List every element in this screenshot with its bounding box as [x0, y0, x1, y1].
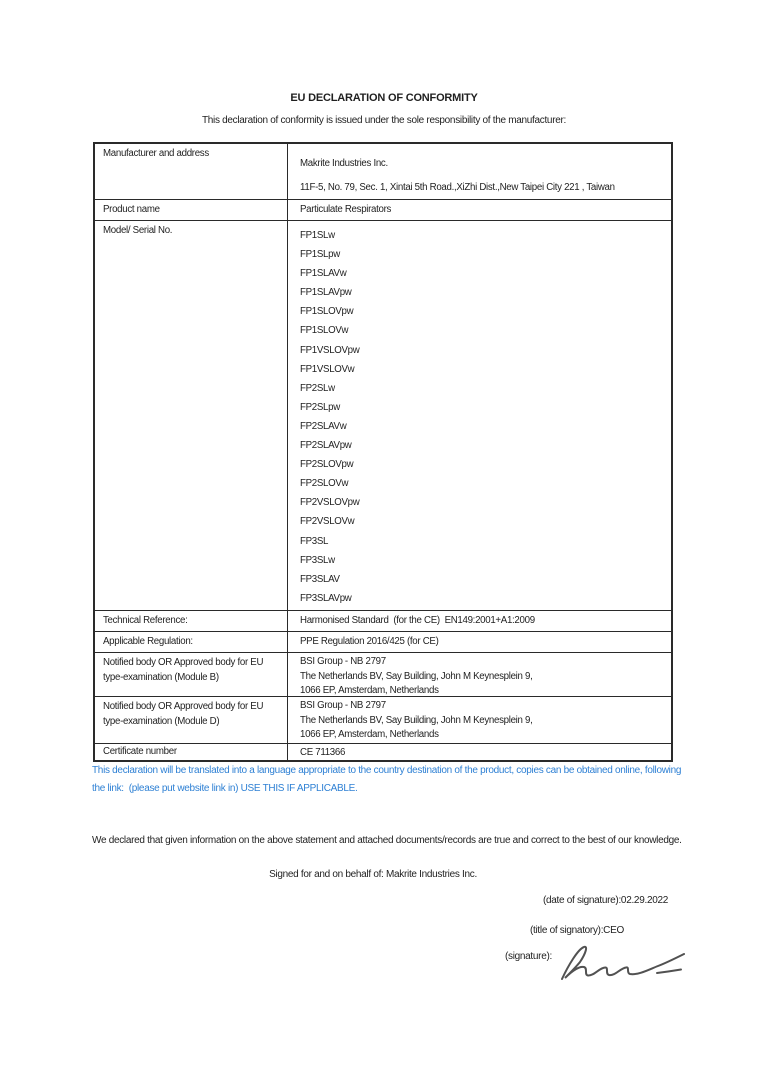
row-label: Notified body OR Approved body for EU type-examination (Module D)	[95, 697, 288, 743]
model-item: FP3SL	[300, 535, 329, 547]
model-item: FP3SLAV	[300, 573, 340, 585]
technical-reference-value: Harmonised Standard (for the CE) EN149:2001+A1:2009	[300, 615, 535, 626]
model-item: FP2SLpw	[300, 401, 340, 413]
notified-body-name: BSI Group - NB 2797	[300, 700, 386, 711]
model-item: FP1SLAVpw	[300, 287, 352, 299]
model-item: FP2SLAVpw	[300, 440, 352, 452]
row-value	[288, 744, 671, 760]
model-item: FP3SLw	[300, 554, 335, 566]
date-of-signature: (date of signature):02.29.2022	[543, 895, 668, 906]
table-row-notified-body-module-b	[95, 652, 671, 696]
model-item: FP2VSLOVw	[300, 516, 355, 528]
document-title: EU DECLARATION OF CONFORMITY	[290, 92, 478, 104]
model-item: FP1SLOVw	[300, 325, 349, 337]
document-subtitle: This declaration of conformity is issued under the sole responsibility of the manufacturer:	[201, 115, 566, 126]
row-value	[288, 653, 671, 696]
signed-for-line: Signed for and on behalf of: Makrite Industries Inc.	[269, 869, 477, 880]
row-value	[288, 144, 671, 199]
certificate-number-value: CE 711366	[300, 747, 346, 758]
table-row-product-name	[95, 199, 671, 220]
title-of-signatory: (title of signatory):CEO	[530, 925, 624, 936]
row-value	[288, 221, 671, 610]
signature-label: (signature):	[505, 951, 552, 962]
row-value	[288, 611, 671, 631]
notified-body-name: BSI Group - NB 2797	[300, 656, 386, 667]
model-item: FP2SLAVw	[300, 420, 347, 432]
row-label: Manufacturer and address	[95, 144, 288, 199]
model-item: FP1VSLOVpw	[300, 344, 360, 356]
manufacturer-address: 11F-5, No. 79, Sec. 1, Xintai 5th Road.,XiZhi Dist.,New Taipei City 221 , Taiwan	[300, 182, 615, 193]
model-item: FP1SLpw	[300, 249, 340, 261]
table-row-applicable-regulation	[95, 631, 671, 652]
product-name-value: Particulate Respirators	[300, 204, 392, 215]
table-row-models	[95, 220, 671, 610]
model-item: FP2SLw	[300, 382, 335, 394]
conformity-table	[93, 142, 673, 762]
table-row-notified-body-module-d	[95, 696, 671, 743]
notified-body-address: 1066 EP, Amsterdam, Netherlands	[300, 729, 439, 741]
manufacturer-name: Makrite Industries Inc.	[300, 158, 388, 169]
row-label: Product name	[95, 200, 288, 220]
notified-body-address: The Netherlands BV, Say Building, John M Keynesplein 9,	[300, 670, 533, 682]
table-row-certificate-number	[95, 743, 671, 760]
row-label: Model/ Serial No.	[95, 221, 288, 610]
row-label: Applicable Regulation:	[95, 632, 288, 652]
translation-note: This declaration will be translated into a language appropriate to the country destination of the product, copies can be obtained online, following the link: (please put website link in) USE THIS IF APPLICABLE.	[92, 765, 684, 794]
row-value	[288, 200, 671, 220]
row-value	[288, 632, 671, 652]
notified-body-address: The Netherlands BV, Say Building, John M Keynesplein 9,	[300, 714, 533, 726]
model-item: FP2SLOVpw	[300, 459, 354, 471]
row-value	[288, 697, 671, 743]
model-item: FP1SLAVw	[300, 268, 347, 280]
model-item: FP1SLOVpw	[300, 306, 354, 318]
table-row-technical-reference	[95, 610, 671, 631]
model-item: FP2VSLOVpw	[300, 497, 360, 509]
notified-body-address: 1066 EP, Amsterdam, Netherlands	[300, 685, 439, 697]
model-item: FP3SLAVpw	[300, 592, 352, 604]
handwritten-signature	[554, 939, 692, 989]
row-label: Certificate number	[95, 744, 288, 760]
row-label: Notified body OR Approved body for EU type-examination (Module B)	[95, 653, 288, 696]
row-label: Technical Reference:	[95, 611, 288, 631]
model-item: FP1SLw	[300, 230, 335, 241]
applicable-regulation-value: PPE Regulation 2016/425 (for CE)	[300, 636, 439, 647]
declaration-statement: We declared that given information on the above statement and attached documents/records are true and correct to the best of our knowledge.	[92, 835, 682, 846]
model-item: FP2SLOVw	[300, 478, 349, 490]
model-item: FP1VSLOVw	[300, 363, 355, 375]
table-row-manufacturer	[95, 144, 671, 199]
